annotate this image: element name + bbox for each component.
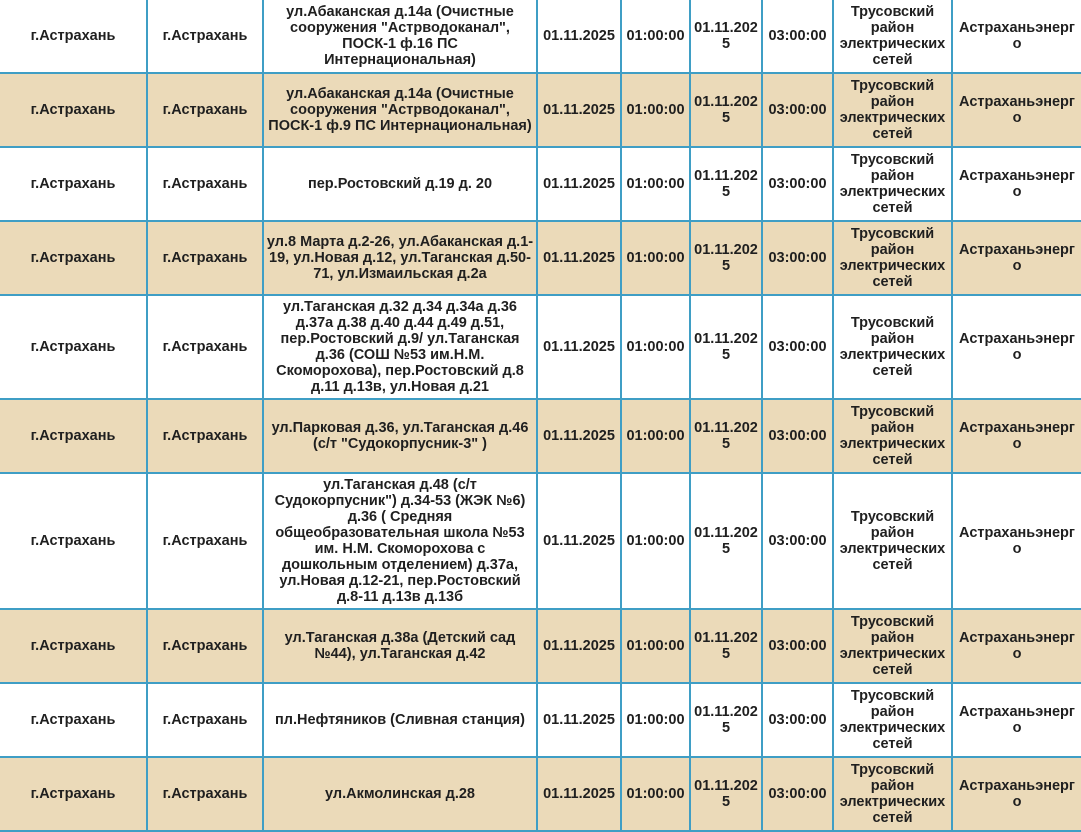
cell-municipality: г.Астрахань	[148, 222, 264, 296]
cell-company: Астраханьэнерго	[953, 400, 1081, 474]
cell-start-time: 01:00:00	[622, 296, 691, 400]
cell-company: Астраханьэнерго	[953, 684, 1081, 758]
cell-address: пер.Ростовский д.19 д. 20	[264, 148, 538, 222]
cell-end-time: 03:00:00	[763, 610, 834, 684]
cell-address: ул.Таганская д.32 д.34 д.34а д.36 д.37а д.38 д.40 д.44 д.49 д.51, пер.Ростовский д.9/ ул.Таганская д.36 (СОШ №53 им.Н.М. Скоморохова), пер.Ростовский д.8 д.11 д.13в, ул.Новая д.21	[264, 296, 538, 400]
cell-start-time: 01:00:00	[622, 222, 691, 296]
cell-address: ул.Акмолинская д.28	[264, 758, 538, 832]
cell-district: Трусовский район электрических сетей	[834, 610, 953, 684]
cell-settlement: г.Астрахань	[0, 758, 148, 832]
cell-district: Трусовский район электрических сетей	[834, 758, 953, 832]
cell-municipality: г.Астрахань	[148, 684, 264, 758]
cell-settlement: г.Астрахань	[0, 148, 148, 222]
cell-start-time: 01:00:00	[622, 684, 691, 758]
cell-end-time: 03:00:00	[763, 758, 834, 832]
cell-start-time: 01:00:00	[622, 148, 691, 222]
cell-end-date: 01.11.2025	[691, 758, 763, 832]
cell-settlement: г.Астрахань	[0, 400, 148, 474]
cell-district: Трусовский район электрических сетей	[834, 222, 953, 296]
cell-municipality: г.Астрахань	[148, 0, 264, 74]
cell-address: ул.Таганская д.48 (с/т Судокорпусник") д.34-53 (ЖЭК №6) д.36 ( Средняя общеобразовательная школа №53 им. Н.М. Скоморохова с дошкольным отделением) д.37а, ул.Новая д.12-21, пер.Ростовский д.8-11 д.13в д.13б	[264, 474, 538, 610]
cell-start-time: 01:00:00	[622, 74, 691, 148]
cell-start-date: 01.11.2025	[538, 74, 622, 148]
cell-settlement: г.Астрахань	[0, 222, 148, 296]
cell-municipality: г.Астрахань	[148, 296, 264, 400]
cell-end-time: 03:00:00	[763, 222, 834, 296]
cell-start-time: 01:00:00	[622, 400, 691, 474]
cell-municipality: г.Астрахань	[148, 400, 264, 474]
cell-district: Трусовский район электрических сетей	[834, 400, 953, 474]
cell-start-date: 01.11.2025	[538, 222, 622, 296]
cell-company: Астраханьэнерго	[953, 296, 1081, 400]
cell-address: пл.Нефтяников (Сливная станция)	[264, 684, 538, 758]
cell-district: Трусовский район электрических сетей	[834, 0, 953, 74]
cell-end-time: 03:00:00	[763, 474, 834, 610]
cell-settlement: г.Астрахань	[0, 0, 148, 74]
cell-end-time: 03:00:00	[763, 684, 834, 758]
cell-district: Трусовский район электрических сетей	[834, 474, 953, 610]
cell-end-time: 03:00:00	[763, 74, 834, 148]
cell-start-date: 01.11.2025	[538, 610, 622, 684]
cell-start-time: 01:00:00	[622, 474, 691, 610]
cell-start-date: 01.11.2025	[538, 148, 622, 222]
cell-end-date: 01.11.2025	[691, 222, 763, 296]
cell-end-date: 01.11.2025	[691, 474, 763, 610]
cell-company: Астраханьэнерго	[953, 474, 1081, 610]
cell-start-time: 01:00:00	[622, 610, 691, 684]
cell-end-time: 03:00:00	[763, 148, 834, 222]
cell-municipality: г.Астрахань	[148, 758, 264, 832]
cell-end-time: 03:00:00	[763, 400, 834, 474]
cell-start-date: 01.11.2025	[538, 0, 622, 74]
cell-end-date: 01.11.2025	[691, 0, 763, 74]
cell-municipality: г.Астрахань	[148, 610, 264, 684]
cell-start-date: 01.11.2025	[538, 684, 622, 758]
cell-company: Астраханьэнерго	[953, 758, 1081, 832]
cell-end-date: 01.11.2025	[691, 684, 763, 758]
cell-start-time: 01:00:00	[622, 0, 691, 74]
cell-municipality: г.Астрахань	[148, 474, 264, 610]
cell-end-date: 01.11.2025	[691, 610, 763, 684]
cell-municipality: г.Астрахань	[148, 74, 264, 148]
cell-start-date: 01.11.2025	[538, 296, 622, 400]
cell-start-time: 01:00:00	[622, 758, 691, 832]
cell-end-time: 03:00:00	[763, 296, 834, 400]
cell-company: Астраханьэнерго	[953, 74, 1081, 148]
cell-start-date: 01.11.2025	[538, 474, 622, 610]
cell-settlement: г.Астрахань	[0, 684, 148, 758]
cell-settlement: г.Астрахань	[0, 610, 148, 684]
cell-company: Астраханьэнерго	[953, 0, 1081, 74]
cell-end-date: 01.11.2025	[691, 296, 763, 400]
cell-municipality: г.Астрахань	[148, 148, 264, 222]
cell-settlement: г.Астрахань	[0, 74, 148, 148]
cell-company: Астраханьэнерго	[953, 148, 1081, 222]
cell-end-date: 01.11.2025	[691, 148, 763, 222]
cell-end-date: 01.11.2025	[691, 400, 763, 474]
cell-end-time: 03:00:00	[763, 0, 834, 74]
cell-settlement: г.Астрахань	[0, 296, 148, 400]
cell-district: Трусовский район электрических сетей	[834, 296, 953, 400]
cell-district: Трусовский район электрических сетей	[834, 74, 953, 148]
cell-company: Астраханьэнерго	[953, 610, 1081, 684]
cell-address: ул.Абаканская д.14а (Очистные сооружения "Астрводоканал", ПОСК-1 ф.9 ПС Интернациональная)	[264, 74, 538, 148]
cell-address: ул.Абаканская д.14а (Очистные сооружения "Астрводоканал", ПОСК-1 ф.16 ПС Интернациональная)	[264, 0, 538, 74]
cell-end-date: 01.11.2025	[691, 74, 763, 148]
cell-start-date: 01.11.2025	[538, 758, 622, 832]
cell-settlement: г.Астрахань	[0, 474, 148, 610]
cell-start-date: 01.11.2025	[538, 400, 622, 474]
cell-address: ул.Парковая д.36, ул.Таганская д.46 (с/т "Судокорпусник-3" )	[264, 400, 538, 474]
cell-district: Трусовский район электрических сетей	[834, 684, 953, 758]
cell-company: Астраханьэнерго	[953, 222, 1081, 296]
cell-address: ул.Таганская д.38а (Детский сад №44), ул.Таганская д.42	[264, 610, 538, 684]
cell-address: ул.8 Марта д.2-26, ул.Абаканская д.1-19, ул.Новая д.12, ул.Таганская д.50-71, ул.Измаильская д.2а	[264, 222, 538, 296]
cell-district: Трусовский район электрических сетей	[834, 148, 953, 222]
